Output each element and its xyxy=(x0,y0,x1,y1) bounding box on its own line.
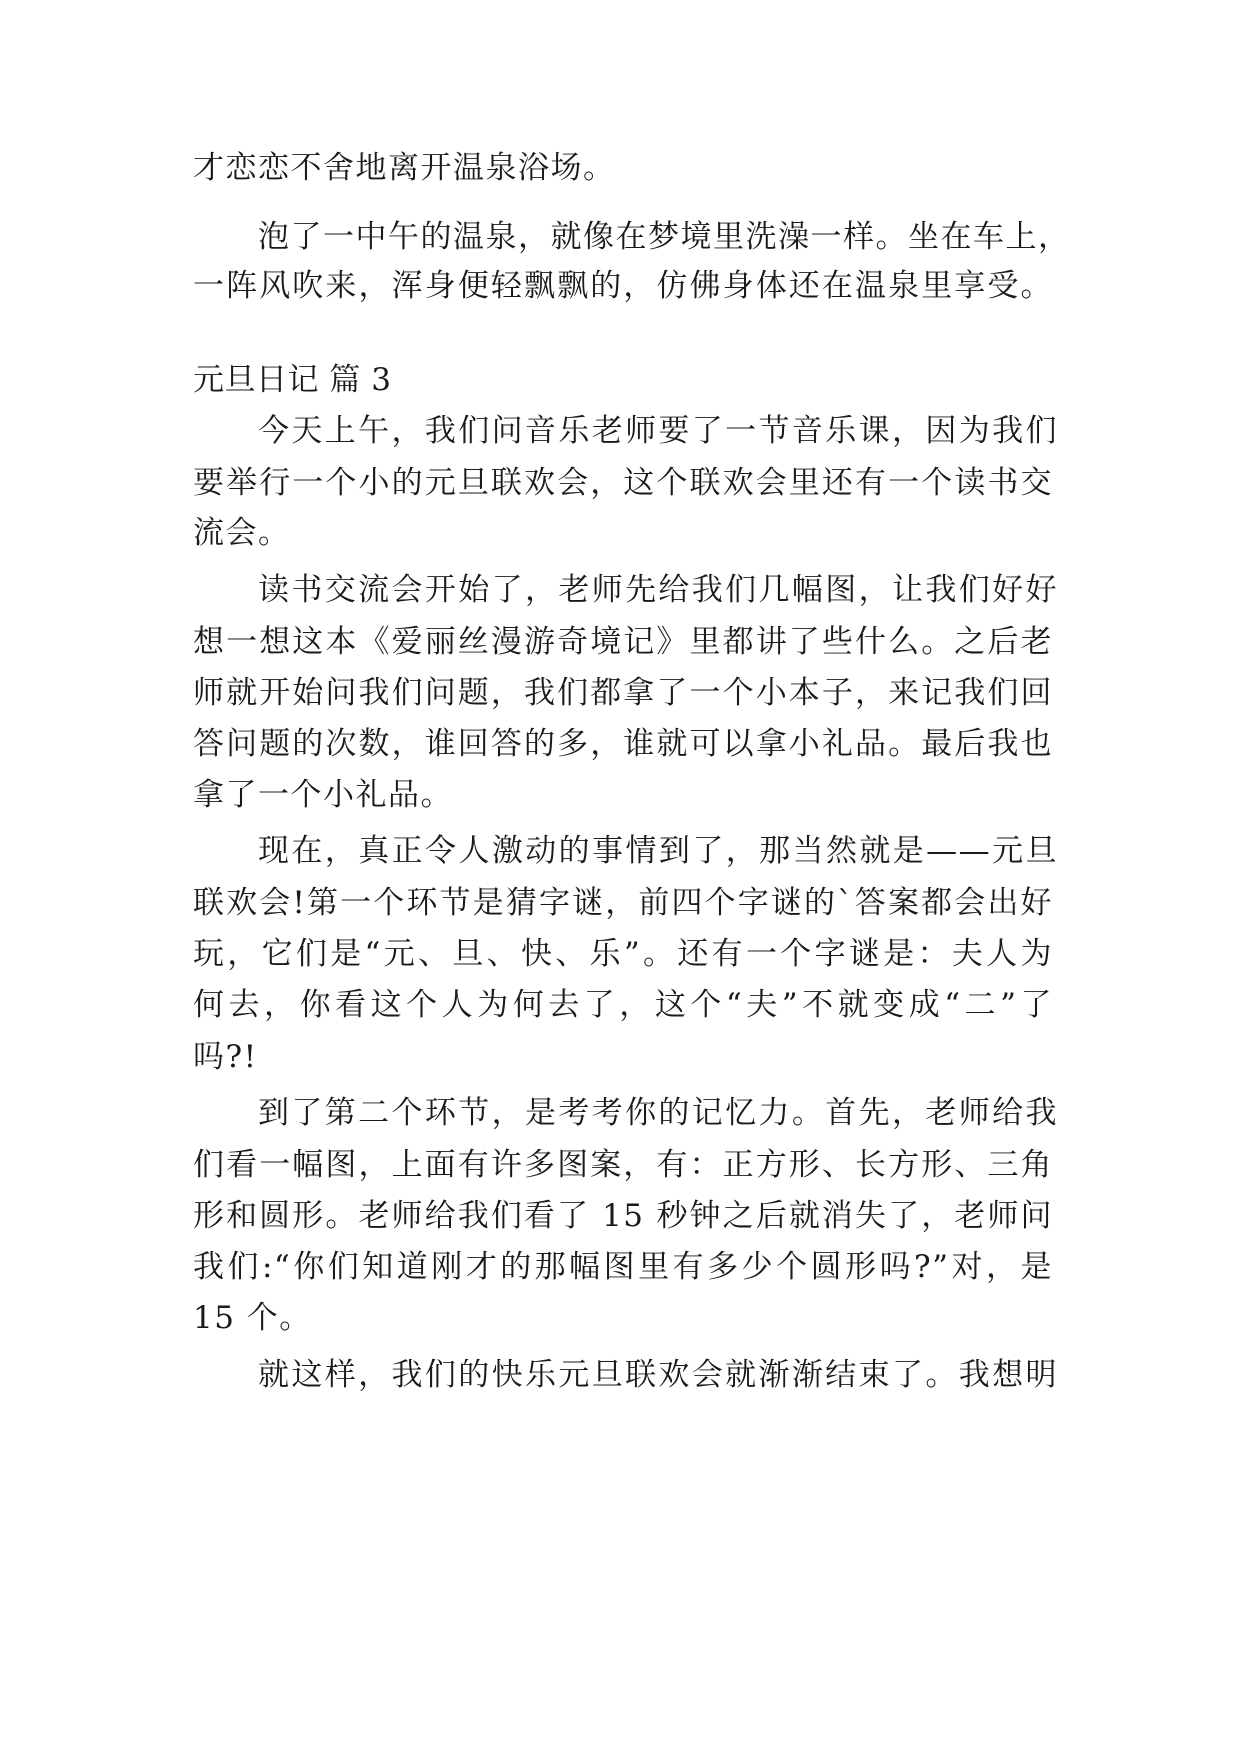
text-line: 才恋恋不舍地离开温泉浴场。 xyxy=(193,150,616,186)
paragraph-first-line: 到了第二个环节，是考考你的记忆力。首先，老师给我 xyxy=(258,1095,1058,1131)
text-line: 玩，它们是“元、旦、快、乐”。还有一个字谜是：夫人为 xyxy=(193,936,1053,972)
text-line: 吗?! xyxy=(193,1039,258,1075)
paragraph-first-line: 泡了一中午的温泉，就像在梦境里洗澡一样。坐在车上， xyxy=(258,219,1071,255)
text-line: 流会。 xyxy=(193,515,291,551)
text-line: 答问题的次数，谁回答的多，谁就可以拿小礼品。最后我也 xyxy=(193,726,1053,762)
paragraph-first-line: 现在，真正令人激动的事情到了，那当然就是——元旦 xyxy=(258,833,1058,869)
text-line: 一阵风吹来，浑身便轻飘飘的，仿佛身体还在温泉里享受。 xyxy=(193,268,1053,304)
text-line: 们看一幅图，上面有许多图案，有：正方形、长方形、三角 xyxy=(193,1147,1053,1183)
text-line: 联欢会!第一个环节是猜字谜，前四个字谜的`答案都会出好 xyxy=(193,885,1053,921)
paragraph-first-line: 就这样，我们的快乐元旦联欢会就渐渐结束了。我想明 xyxy=(258,1357,1058,1393)
text-line: 我们:“你们知道刚才的那幅图里有多少个圆形吗?”对，是 xyxy=(193,1249,1053,1285)
paragraph-first-line: 今天上午，我们问音乐老师要了一节音乐课，因为我们 xyxy=(258,413,1058,449)
text-line: 想一想这本《爱丽丝漫游奇境记》里都讲了些什么。之后老 xyxy=(193,624,1053,660)
text-line: 拿了一个小礼品。 xyxy=(193,777,453,813)
section-heading: 元旦日记 篇 3 xyxy=(193,362,392,398)
text-line: 师就开始问我们问题，我们都拿了一个小本子，来记我们回 xyxy=(193,675,1053,711)
paragraph-first-line: 读书交流会开始了，老师先给我们几幅图，让我们好好 xyxy=(258,572,1058,608)
text-line: 形和圆形。老师给我们看了 15 秒钟之后就消失了，老师问 xyxy=(193,1198,1053,1234)
text-line: 要举行一个小的元旦联欢会，这个联欢会里还有一个读书交 xyxy=(193,465,1053,501)
text-line: 何去，你看这个人为何去了，这个“夫”不就变成“二”了 xyxy=(193,987,1053,1023)
text-line: 15 个。 xyxy=(193,1300,312,1336)
